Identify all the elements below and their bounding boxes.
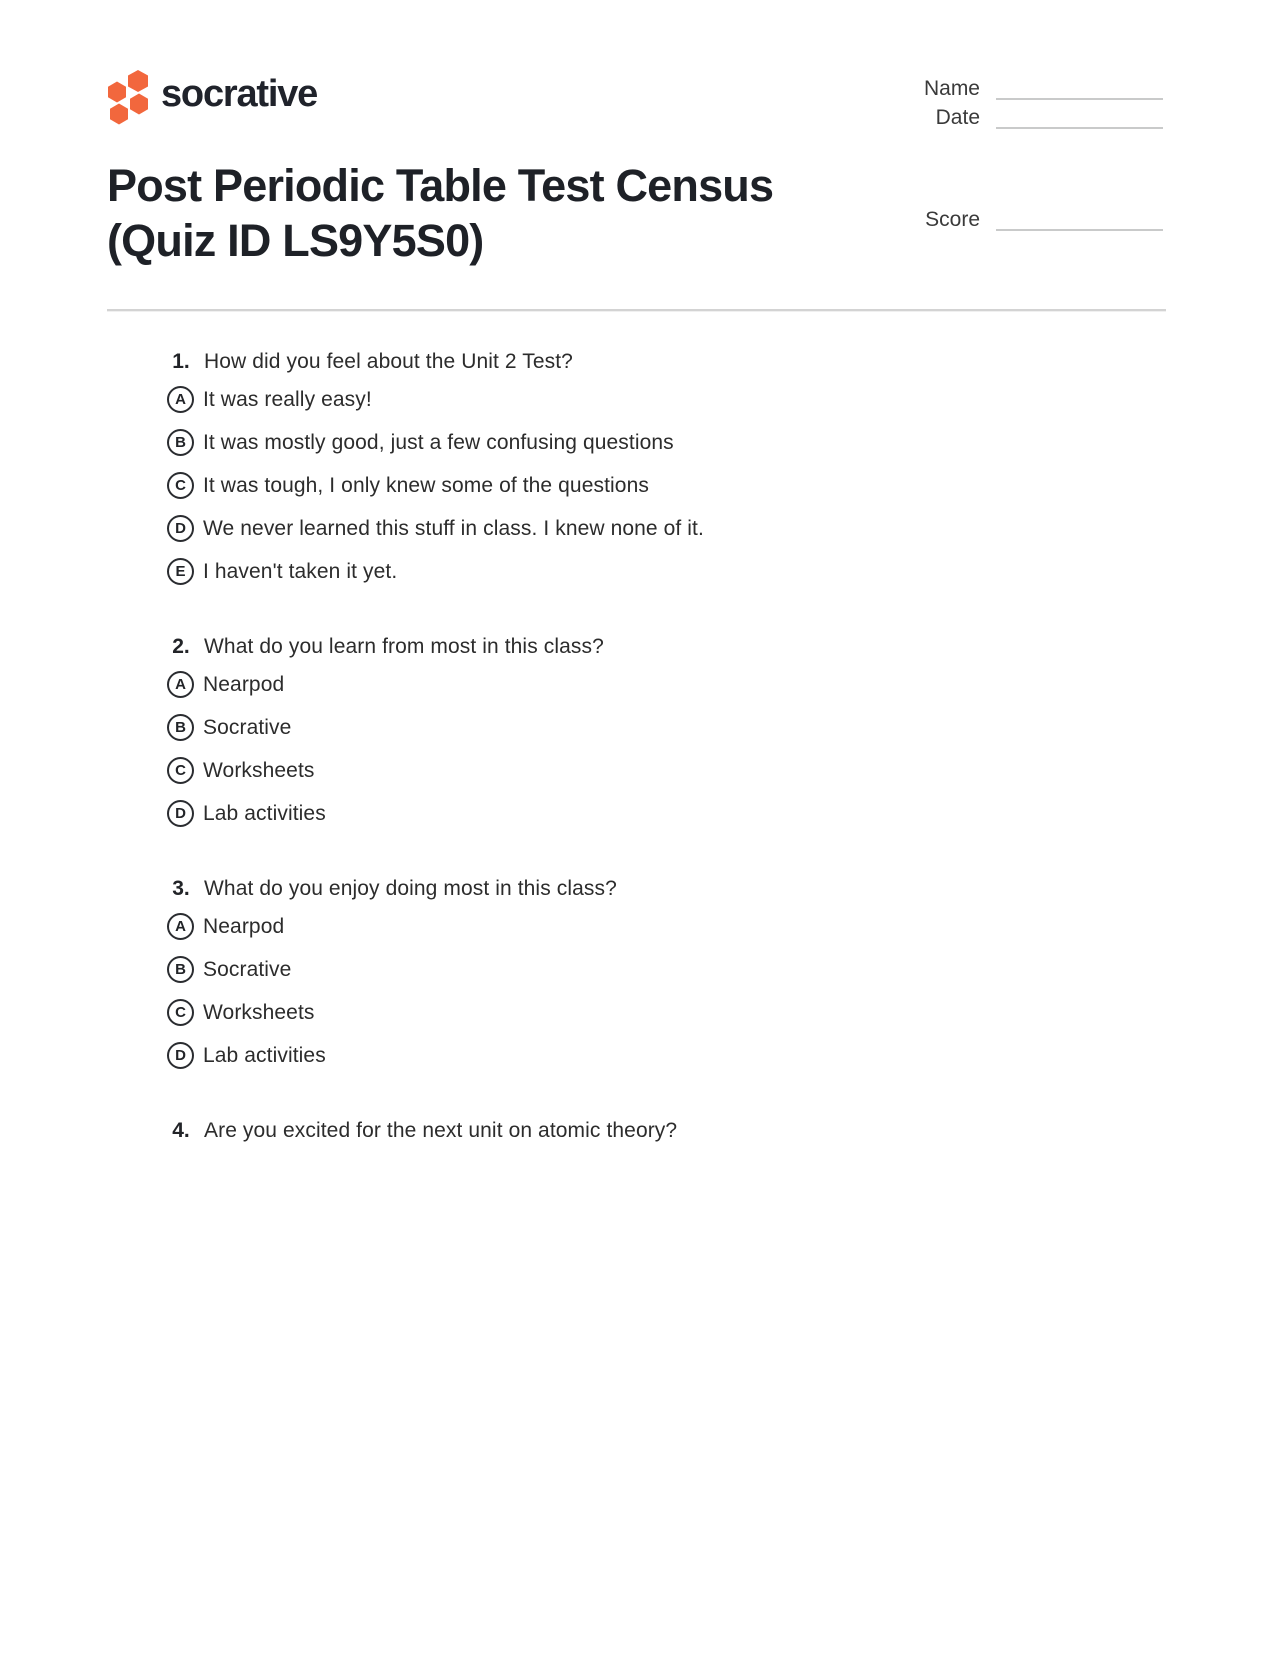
- option-text: Worksheets: [203, 758, 315, 782]
- option-bubble-b: B: [167, 956, 194, 983]
- header-divider: [107, 309, 1166, 311]
- answer-option-e: [167, 558, 1275, 585]
- date-label: Date: [935, 106, 980, 129]
- answer-option-c: [167, 472, 1275, 499]
- option-text: I haven't taken it yet.: [203, 559, 398, 583]
- question-text: What do you learn from most in this class?: [204, 635, 604, 658]
- question-list: [0, 348, 1275, 1193]
- name-blank-line: [996, 79, 1163, 100]
- option-text: It was tough, I only knew some of the questions: [203, 473, 649, 497]
- answer-option-b: [167, 956, 1275, 983]
- option-text: It was really easy!: [203, 387, 372, 411]
- hexagon: [130, 94, 148, 115]
- quiz-title: [107, 158, 897, 268]
- quiz-title-line2: (Quiz ID LS9Y5S0): [107, 215, 484, 266]
- question-block-1: [167, 348, 1275, 585]
- option-bubble-b: B: [167, 429, 194, 456]
- score-label: Score: [925, 208, 980, 231]
- option-bubble-a: A: [167, 913, 194, 940]
- answer-option-a: [167, 386, 1275, 413]
- option-text: Socrative: [203, 957, 292, 981]
- option-text: Nearpod: [203, 672, 285, 696]
- question-block-2: [167, 633, 1275, 827]
- hexagon: [108, 82, 126, 103]
- question-row: [167, 875, 1275, 903]
- answer-option-c: [167, 757, 1275, 784]
- question-text: What do you enjoy doing most in this class?: [204, 877, 617, 900]
- option-bubble-d: D: [167, 515, 194, 542]
- option-bubble-c: C: [167, 757, 194, 784]
- hexagon: [128, 70, 148, 92]
- option-text: Lab activities: [203, 1043, 326, 1067]
- option-bubble-b: B: [167, 714, 194, 741]
- question-number: 3.: [172, 877, 190, 900]
- question-block-3: [167, 875, 1275, 1069]
- name-field-row: [924, 77, 1163, 100]
- hexagon-cluster-icon: [98, 66, 148, 126]
- answer-option-b: [167, 429, 1275, 456]
- option-bubble-a: A: [167, 386, 194, 413]
- question-block-4: [167, 1117, 1275, 1145]
- score-field-row: [925, 208, 1163, 231]
- question-number: 2.: [172, 635, 190, 658]
- question-number: 4.: [172, 1119, 190, 1142]
- date-field-row: [936, 106, 1163, 129]
- name-label: Name: [923, 77, 980, 100]
- option-text: Nearpod: [203, 914, 285, 938]
- date-blank-line: [996, 108, 1163, 129]
- score-blank-line: [996, 210, 1163, 231]
- answer-option-a: [167, 913, 1275, 940]
- socrative-logo: [98, 66, 317, 126]
- answer-option-d: [167, 515, 1275, 542]
- question-text: Are you excited for the next unit on atomic theory?: [204, 1119, 678, 1142]
- option-text: Worksheets: [203, 1000, 315, 1024]
- question-text: How did you feel about the Unit 2 Test?: [204, 350, 573, 373]
- question-row: [167, 633, 1275, 661]
- answer-option-b: [167, 714, 1275, 741]
- quiz-title-line1: Post Periodic Table Test Census: [107, 160, 774, 211]
- hexagon: [110, 104, 128, 125]
- answer-option-d: [167, 800, 1275, 827]
- option-bubble-d: D: [167, 800, 194, 827]
- option-bubble-c: C: [167, 472, 194, 499]
- option-text: It was mostly good, just a few confusing questions: [203, 430, 674, 454]
- option-bubble-a: A: [167, 671, 194, 698]
- question-row: [167, 1117, 1275, 1145]
- option-text: We never learned this stuff in class. I knew none of it.: [203, 516, 704, 540]
- option-bubble-c: C: [167, 999, 194, 1026]
- option-text: Lab activities: [203, 801, 326, 825]
- answer-option-a: [167, 671, 1275, 698]
- answer-option-d: [167, 1042, 1275, 1069]
- brand-wordmark: socrative: [161, 72, 318, 115]
- option-text: Socrative: [203, 715, 292, 739]
- option-bubble-e: E: [167, 558, 194, 585]
- question-row: [167, 348, 1275, 376]
- answer-option-c: [167, 999, 1275, 1026]
- question-number: 1.: [172, 350, 190, 373]
- option-bubble-d: D: [167, 1042, 194, 1069]
